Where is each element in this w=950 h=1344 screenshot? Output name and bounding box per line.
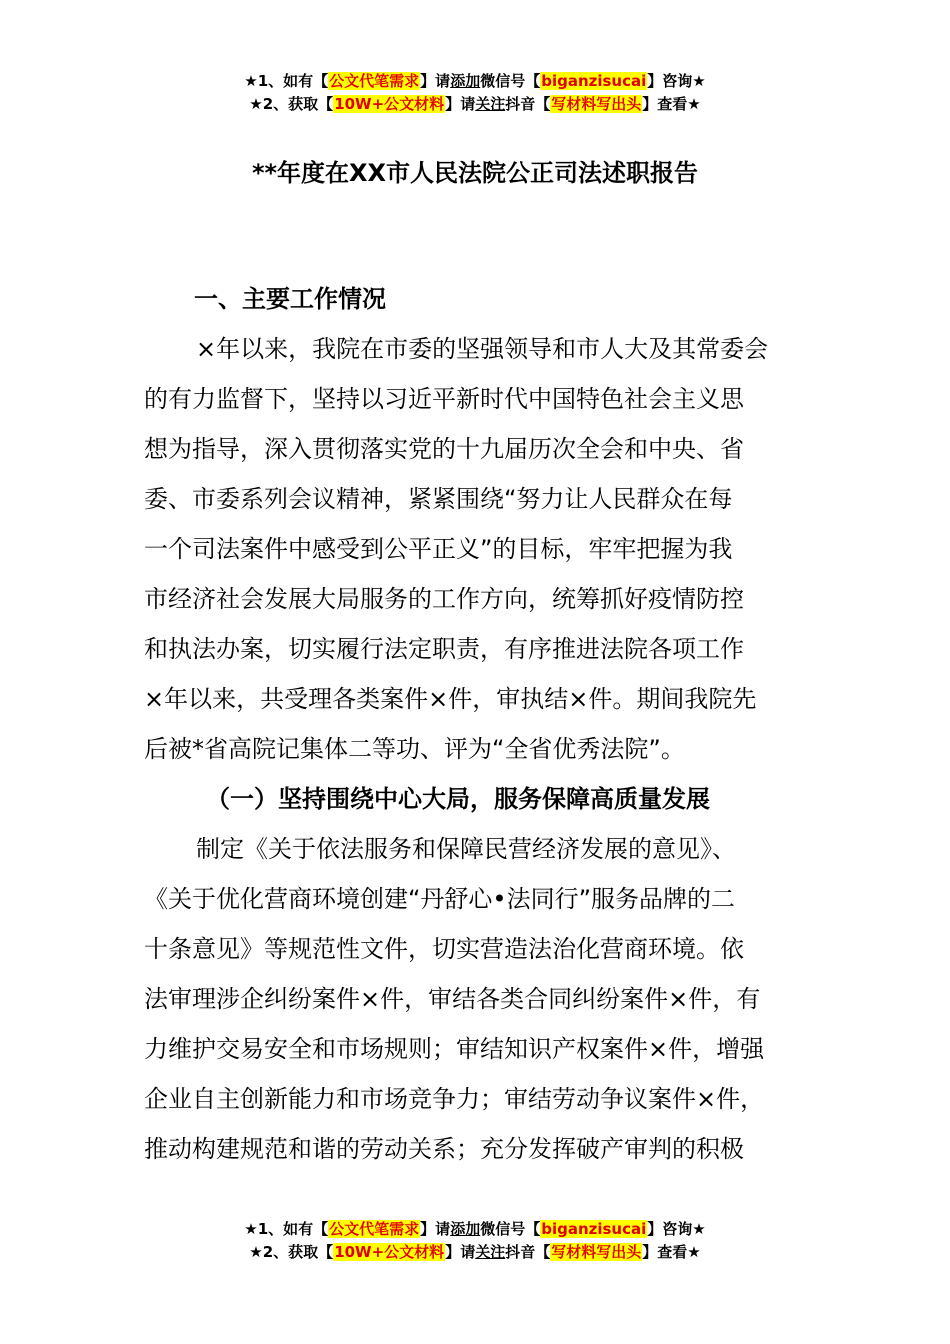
paragraph-line: 想为指导，深入贯彻落实党的十九届历次全会和中央、省 bbox=[144, 435, 744, 463]
promo-banner-bottom bbox=[0, 1218, 950, 1264]
promo-text: 】请 bbox=[445, 95, 476, 113]
promo-highlight: 10W+公文材料 bbox=[334, 1243, 445, 1261]
paragraph-line: 《关于优化营商环境创建“丹舒心•法同行”服务品牌的二 bbox=[144, 885, 736, 913]
paragraph-line: 法审理涉企纠纷案件×件，审结各类合同纠纷案件×件，有 bbox=[144, 985, 761, 1013]
promo-text: 微信号【 bbox=[480, 1220, 541, 1238]
promo-text: 抖音【 bbox=[505, 95, 551, 113]
paragraph-line: 后被*省高院记集体二等功、评为“全省优秀法院”。 bbox=[144, 735, 685, 763]
promo-banner-top bbox=[0, 70, 950, 116]
promo-highlight: 10W+公文材料 bbox=[334, 95, 445, 113]
promo-text: 】请 bbox=[445, 1243, 476, 1261]
paragraph-line: 一个司法案件中感受到公平正义”的目标，牢牢把握为我 bbox=[144, 535, 733, 563]
promo-highlight: 写材料写出头 bbox=[551, 1243, 642, 1261]
promo-text: 】咨询★ bbox=[647, 72, 706, 90]
paragraph-line: 企业自主创新能力和市场竞争力；审结劳动争议案件×件， bbox=[144, 1085, 765, 1113]
promo-text: 抖音【 bbox=[505, 1243, 551, 1261]
paragraph-line: 十条意见》等规范性文件，切实营造法治化营商环境。依 bbox=[144, 935, 744, 963]
promo-highlight: 公文代笔需求 bbox=[329, 1220, 420, 1238]
promo-text: 】请 bbox=[420, 1220, 451, 1238]
promo-text: 】请 bbox=[420, 72, 451, 90]
promo-line-1 bbox=[0, 1218, 950, 1241]
paragraph-line: 的有力监督下，坚持以习近平新时代中国特色社会主义思 bbox=[144, 385, 744, 413]
promo-underline: 添加 bbox=[450, 72, 481, 90]
promo-text: 】查看★ bbox=[642, 1243, 701, 1261]
promo-text: ★1、如有【 bbox=[244, 72, 329, 90]
paragraph-line: ×年以来，共受理各类案件×件，审执结×件。期间我院先 bbox=[144, 685, 757, 713]
promo-text: 】查看★ bbox=[642, 95, 701, 113]
promo-text: ★2、获取【 bbox=[249, 1243, 334, 1261]
promo-text: ★1、如有【 bbox=[244, 1220, 329, 1238]
promo-underline: 关注 bbox=[475, 95, 506, 113]
promo-highlight: 写材料写出头 bbox=[551, 95, 642, 113]
promo-text: 】咨询★ bbox=[647, 1220, 706, 1238]
document-title: **年度在XX市人民法院公正司法述职报告 bbox=[251, 159, 699, 187]
promo-line-2 bbox=[0, 93, 950, 116]
paragraph-line: 市经济社会发展大局服务的工作方向，统筹抓好疫情防控 bbox=[144, 585, 744, 613]
paragraph-line: 和执法办案，切实履行法定职责，有序推进法院各项工作 bbox=[144, 635, 744, 663]
paragraph-line: 力维护交易安全和市场规则；审结知识产权案件×件，增强 bbox=[144, 1035, 765, 1063]
promo-line-1 bbox=[0, 70, 950, 93]
promo-text: ★2、获取【 bbox=[249, 95, 334, 113]
promo-line-2 bbox=[0, 1241, 950, 1264]
promo-highlight: biganzisucai bbox=[541, 1220, 647, 1238]
paragraph-line: ×年以来，我院在市委的坚强领导和市人大及其常委会 bbox=[196, 335, 769, 363]
promo-highlight: biganzisucai bbox=[541, 72, 647, 90]
promo-underline: 关注 bbox=[475, 1243, 506, 1261]
document-body bbox=[144, 274, 808, 1174]
section-heading: 一、主要工作情况 bbox=[194, 285, 386, 313]
promo-highlight: 公文代笔需求 bbox=[329, 72, 420, 90]
promo-underline: 添加 bbox=[450, 1220, 481, 1238]
paragraph-line: 制定《关于依法服务和保障民营经济发展的意见》、 bbox=[196, 835, 736, 863]
promo-text: 微信号【 bbox=[480, 72, 541, 90]
subsection-heading: （一）坚持围绕中心大局，服务保障高质量发展 bbox=[206, 785, 710, 813]
paragraph-line: 推动构建规范和谐的劳动关系；充分发挥破产审判的积极 bbox=[144, 1135, 744, 1163]
paragraph-line: 委、市委系列会议精神，紧紧围绕“努力让人民群众在每 bbox=[144, 485, 733, 513]
